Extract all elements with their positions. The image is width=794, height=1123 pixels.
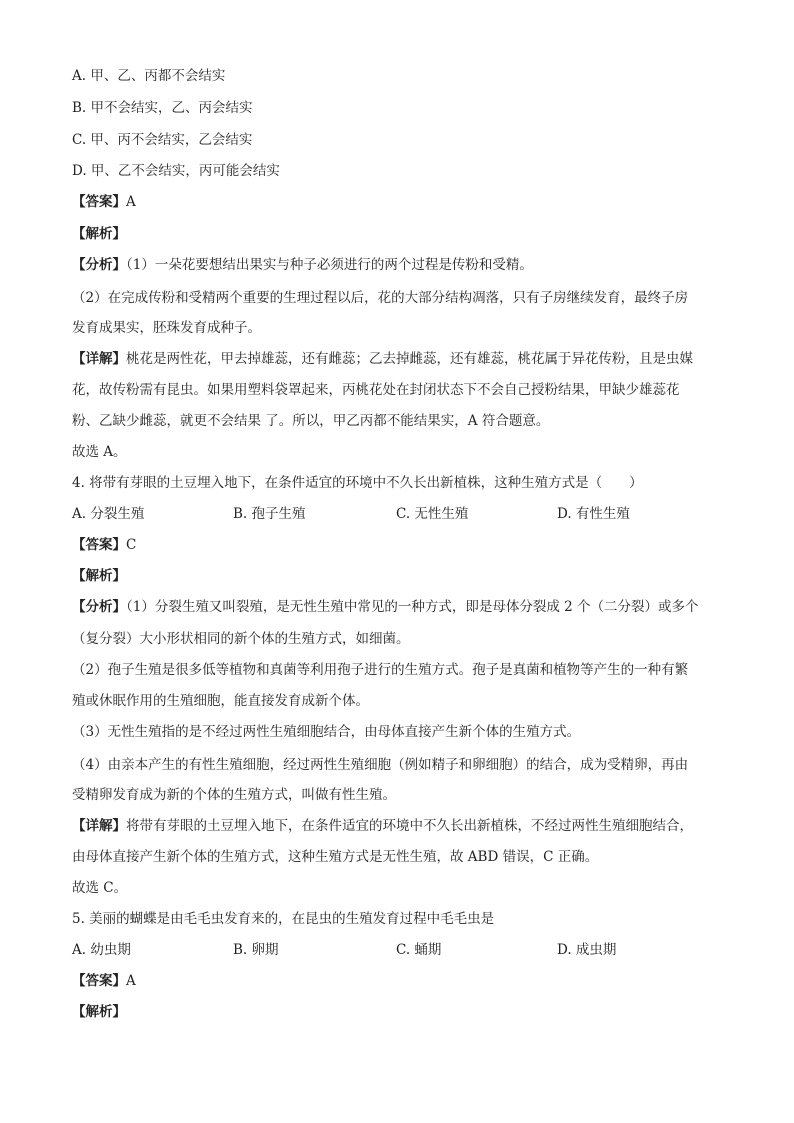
q3-option-a: A. 甲、乙、丙都不会结实 — [72, 68, 226, 84]
answer-value: C — [126, 537, 137, 553]
fenxi-label: 【分析】 — [72, 599, 126, 615]
q4-jiexi-heading — [72, 567, 126, 585]
q3-fenxi-2b: 发育成果实，胚珠发育成种子。 — [72, 320, 261, 336]
fenxi-text: （1）分裂生殖又叫裂殖，是无性生殖中常见的一种方式，即是母体分裂成 2 个（二分裂）或多个 — [126, 599, 699, 615]
jiexi-label: 【解析】 — [72, 226, 126, 242]
q3-fenxi-1 — [72, 256, 533, 274]
answer-value: A — [126, 973, 136, 989]
q5-option-b: B. 卵期 — [233, 942, 279, 958]
q3-option-c: C. 甲、丙不会结实，乙会结实 — [72, 132, 253, 148]
q3-option-d: D. 甲、乙不会结实，丙可能会结实 — [72, 163, 280, 179]
xiangjie-label: 【详解】 — [72, 351, 126, 367]
q4-xiangjie-b: 由母体直接产生新个体的生殖方式，这种生殖方式是无性生殖，故 ABD 错误，C 正确。 — [72, 849, 599, 865]
xiangjie-label: 【详解】 — [72, 818, 126, 834]
q5-option-a: A. 幼虫期 — [72, 942, 131, 958]
q4-fenxi-1b: （复分裂）大小形状相同的新个体的生殖方式，如细菌。 — [72, 631, 410, 647]
fenxi-text: （1）一朵花要想结出果实与种子必须进行的两个过程是传粉和受精。 — [126, 257, 533, 273]
q3-jiexi-heading — [72, 225, 126, 243]
q4-fenxi-1a — [72, 598, 699, 616]
q5-jiexi-heading — [72, 1003, 126, 1021]
q5-answer — [72, 972, 136, 990]
q3-answer — [72, 193, 136, 211]
q4-fenxi-2a: （2）孢子生殖是很多低等植物和真菌等利用孢子进行的生殖方式。孢子是真菌和植物等产生的一种有繁 — [72, 662, 689, 678]
q5-option-d: D. 成虫期 — [557, 942, 617, 958]
q4-option-b: B. 孢子生殖 — [233, 506, 306, 522]
q3-xiangjie-a — [72, 350, 693, 368]
xiangjie-text: 将带有芽眼的土豆埋入地下，在条件适宜的环境中不久长出新植株，不经过两性生殖细胞结合， — [126, 818, 693, 834]
q4-fenxi-3: （3）无性生殖指的是不经过两性生殖细胞结合，由母体直接产生新个体的生殖方式。 — [72, 724, 581, 740]
q3-conclusion: 故选 A。 — [72, 444, 127, 460]
answer-label: 【答案】 — [72, 537, 126, 553]
q3-option-b: B. 甲不会结实，乙、丙会结实 — [72, 100, 253, 116]
q5-stem: 5. 美丽的蝴蝶是由毛毛虫发育来的，在昆虫的生殖发育过程中毛毛虫是 — [72, 911, 495, 927]
fenxi-label: 【分析】 — [72, 257, 126, 273]
xiangjie-text: 桃花是两性花，甲去掉雄蕊，还有雌蕊；乙去掉雌蕊，还有雄蕊，桃花属于异花传粉，且是虫媒 — [126, 351, 693, 367]
q4-fenxi-4b: 受精卵发育成为新的个体的生殖方式，叫做有性生殖。 — [72, 787, 396, 803]
answer-label: 【答案】 — [72, 973, 126, 989]
jiexi-label: 【解析】 — [72, 568, 126, 584]
q4-fenxi-2b: 殖或休眠作用的生殖细胞，能直接发育成新个体。 — [72, 693, 369, 709]
q4-stem: 4. 将带有芽眼的土豆埋入地下，在条件适宜的环境中不久长出新植株，这种生殖方式是（ ） — [72, 475, 643, 491]
q5-option-c: C. 蛹期 — [396, 942, 442, 958]
q3-xiangjie-c: 粉、乙缺少雌蕊，就更不会结果 了。所以，甲乙丙都不能结果实，A 符合题意。 — [72, 413, 550, 429]
q3-fenxi-2a: （2）在完成传粉和受精两个重要的生理过程以后，花的大部分结构凋落，只有子房继续发育，最终子房 — [72, 290, 689, 306]
q4-option-d: D. 有性生殖 — [557, 506, 630, 522]
answer-value: A — [126, 194, 136, 210]
answer-label: 【答案】 — [72, 194, 126, 210]
q4-xiangjie-a — [72, 817, 693, 835]
jiexi-label: 【解析】 — [72, 1004, 126, 1020]
q4-answer — [72, 536, 136, 554]
q4-option-c: C. 无性生殖 — [396, 506, 469, 522]
q4-option-a: A. 分裂生殖 — [72, 506, 145, 522]
q4-fenxi-4a: （4）由亲本产生的有性生殖细胞，经过两性生殖细胞（例如精子和卵细胞）的结合，成为受精卵，再由 — [72, 757, 689, 773]
q4-conclusion: 故选 C。 — [72, 880, 128, 896]
q3-xiangjie-b: 花，故传粉需有昆虫。如果用塑料袋罩起来，丙桃花处在封闭状态下不会自己授粉结果，甲缺少雄蕊花 — [72, 382, 680, 398]
